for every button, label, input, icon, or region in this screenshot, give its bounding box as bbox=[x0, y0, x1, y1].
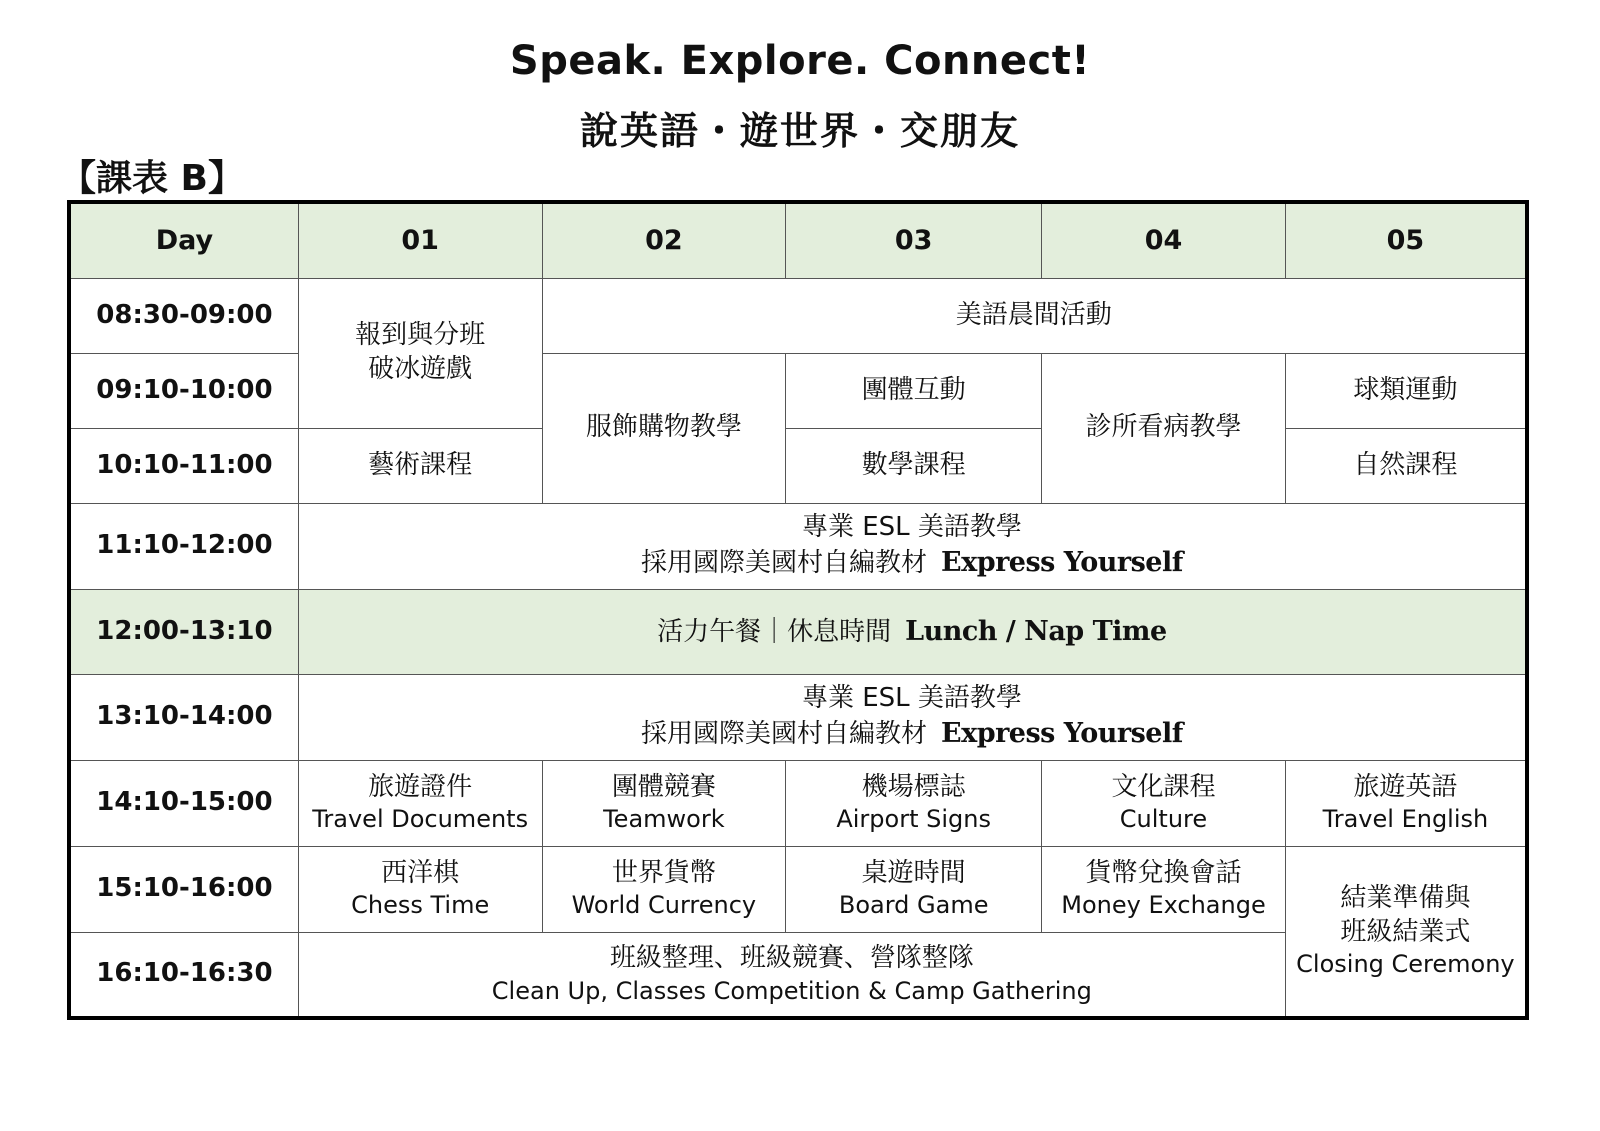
cell-en: Money Exchange bbox=[1061, 891, 1266, 920]
table-row bbox=[69, 278, 1527, 353]
time-slot: 13:10-14:00 bbox=[69, 674, 298, 760]
cell-travel-documents bbox=[298, 760, 542, 846]
closing-line1: 結業準備與 bbox=[1340, 882, 1471, 913]
schedule-table bbox=[67, 200, 1529, 1020]
esl-line1: 專業 ESL 美語教學 bbox=[801, 512, 1022, 543]
cell-zh: 旅遊英語 bbox=[1353, 771, 1458, 802]
cell-travel-english bbox=[1285, 760, 1527, 846]
cell-money-exchange bbox=[1042, 846, 1286, 932]
cell-ball-sports: 球類運動 bbox=[1285, 353, 1527, 428]
cell-math: 數學課程 bbox=[786, 428, 1042, 503]
cell-zh: 西洋棋 bbox=[381, 857, 460, 888]
table-row bbox=[69, 846, 1527, 932]
time-slot: 11:10-12:00 bbox=[69, 503, 298, 589]
cell-zh: 桌遊時間 bbox=[861, 857, 966, 888]
table-row bbox=[69, 503, 1527, 589]
cell-teamwork bbox=[542, 760, 786, 846]
cell-lunch bbox=[298, 589, 1527, 674]
closing-line2: 班級結業式 bbox=[1340, 916, 1471, 947]
header-day-01: 01 bbox=[298, 202, 542, 278]
cell-en: Travel Documents bbox=[312, 805, 529, 834]
cleanup-en: Clean Up, Classes Competition & Camp Gathering bbox=[491, 976, 1092, 1005]
time-slot: 09:10-10:00 bbox=[69, 353, 298, 428]
cleanup-zh: 班級整理、班級競賽、營隊整隊 bbox=[609, 942, 974, 973]
cell-en: World Currency bbox=[571, 891, 757, 920]
esl-line2 bbox=[299, 545, 1525, 581]
cell-en: Teamwork bbox=[603, 805, 725, 834]
esl-line2 bbox=[299, 716, 1525, 752]
cell-zh: 團體競賽 bbox=[611, 771, 716, 802]
cell-team-interaction: 團體互動 bbox=[786, 353, 1042, 428]
cell-en: Chess Time bbox=[351, 891, 490, 920]
header-day: Day bbox=[69, 202, 298, 278]
title-english: Speak. Explore. Connect! bbox=[509, 38, 1091, 84]
cell-clothing: 服飾購物教學 bbox=[542, 353, 786, 503]
cell-chess bbox=[298, 846, 542, 932]
table-row bbox=[69, 353, 1527, 428]
cell-science: 自然課程 bbox=[1285, 428, 1527, 503]
table-row bbox=[69, 760, 1527, 846]
lunch-row bbox=[69, 589, 1527, 674]
cell-board-game bbox=[786, 846, 1042, 932]
cell-morning-activity: 美語晨間活動 bbox=[542, 278, 1527, 353]
cell-checkin bbox=[298, 278, 542, 428]
cell-en: Airport Signs bbox=[836, 805, 991, 834]
cell-cleanup bbox=[298, 932, 1285, 1018]
header-row bbox=[69, 202, 1527, 278]
cell-clinic: 診所看病教學 bbox=[1042, 353, 1286, 503]
header-day-05: 05 bbox=[1285, 202, 1527, 278]
time-slot: 15:10-16:00 bbox=[69, 846, 298, 932]
lunch-en: Lunch / Nap Time bbox=[905, 615, 1167, 647]
esl-line1: 專業 ESL 美語教學 bbox=[801, 683, 1022, 714]
express-yourself-brand: Express Yourself bbox=[941, 718, 1183, 749]
cell-zh: 世界貨幣 bbox=[611, 857, 716, 888]
table-row bbox=[69, 428, 1527, 503]
time-slot: 12:00-13:10 bbox=[69, 589, 298, 674]
lunch-zh: 活力午餐｜休息時間 bbox=[657, 616, 892, 647]
checkin-line1: 報到與分班 bbox=[355, 320, 486, 351]
cell-closing-ceremony bbox=[1285, 846, 1527, 1018]
cell-airport-signs bbox=[786, 760, 1042, 846]
cell-en: Culture bbox=[1119, 805, 1208, 834]
cell-en: Board Game bbox=[838, 891, 989, 920]
time-slot: 08:30-09:00 bbox=[69, 278, 298, 353]
time-slot: 14:10-15:00 bbox=[69, 760, 298, 846]
cell-culture bbox=[1042, 760, 1286, 846]
cell-zh: 旅遊證件 bbox=[368, 771, 473, 802]
cell-en: Travel English bbox=[1322, 805, 1489, 834]
schedule-label: 【課表 B】 bbox=[60, 158, 244, 199]
cell-zh: 文化課程 bbox=[1111, 771, 1216, 802]
time-slot: 10:10-11:00 bbox=[69, 428, 298, 503]
cell-art: 藝術課程 bbox=[298, 428, 542, 503]
esl-material: 採用國際美國村自編教材 bbox=[641, 548, 928, 578]
express-yourself-brand: Express Yourself bbox=[941, 547, 1183, 578]
table-row bbox=[69, 674, 1527, 760]
time-slot: 16:10-16:30 bbox=[69, 932, 298, 1018]
cell-esl-morning bbox=[298, 503, 1527, 589]
cell-world-currency bbox=[542, 846, 786, 932]
checkin-line2: 破冰遊戲 bbox=[368, 354, 473, 384]
cell-esl-afternoon bbox=[298, 674, 1527, 760]
header-day-03: 03 bbox=[786, 202, 1042, 278]
header-day-02: 02 bbox=[542, 202, 786, 278]
title-chinese: 說英語・遊世界・交朋友 bbox=[579, 109, 1020, 153]
esl-material: 採用國際美國村自編教材 bbox=[641, 719, 928, 749]
closing-en: Closing Ceremony bbox=[1296, 950, 1515, 979]
cell-zh: 貨幣兌換會話 bbox=[1085, 857, 1242, 888]
cell-zh: 機場標誌 bbox=[861, 771, 966, 802]
header-day-04: 04 bbox=[1042, 202, 1286, 278]
